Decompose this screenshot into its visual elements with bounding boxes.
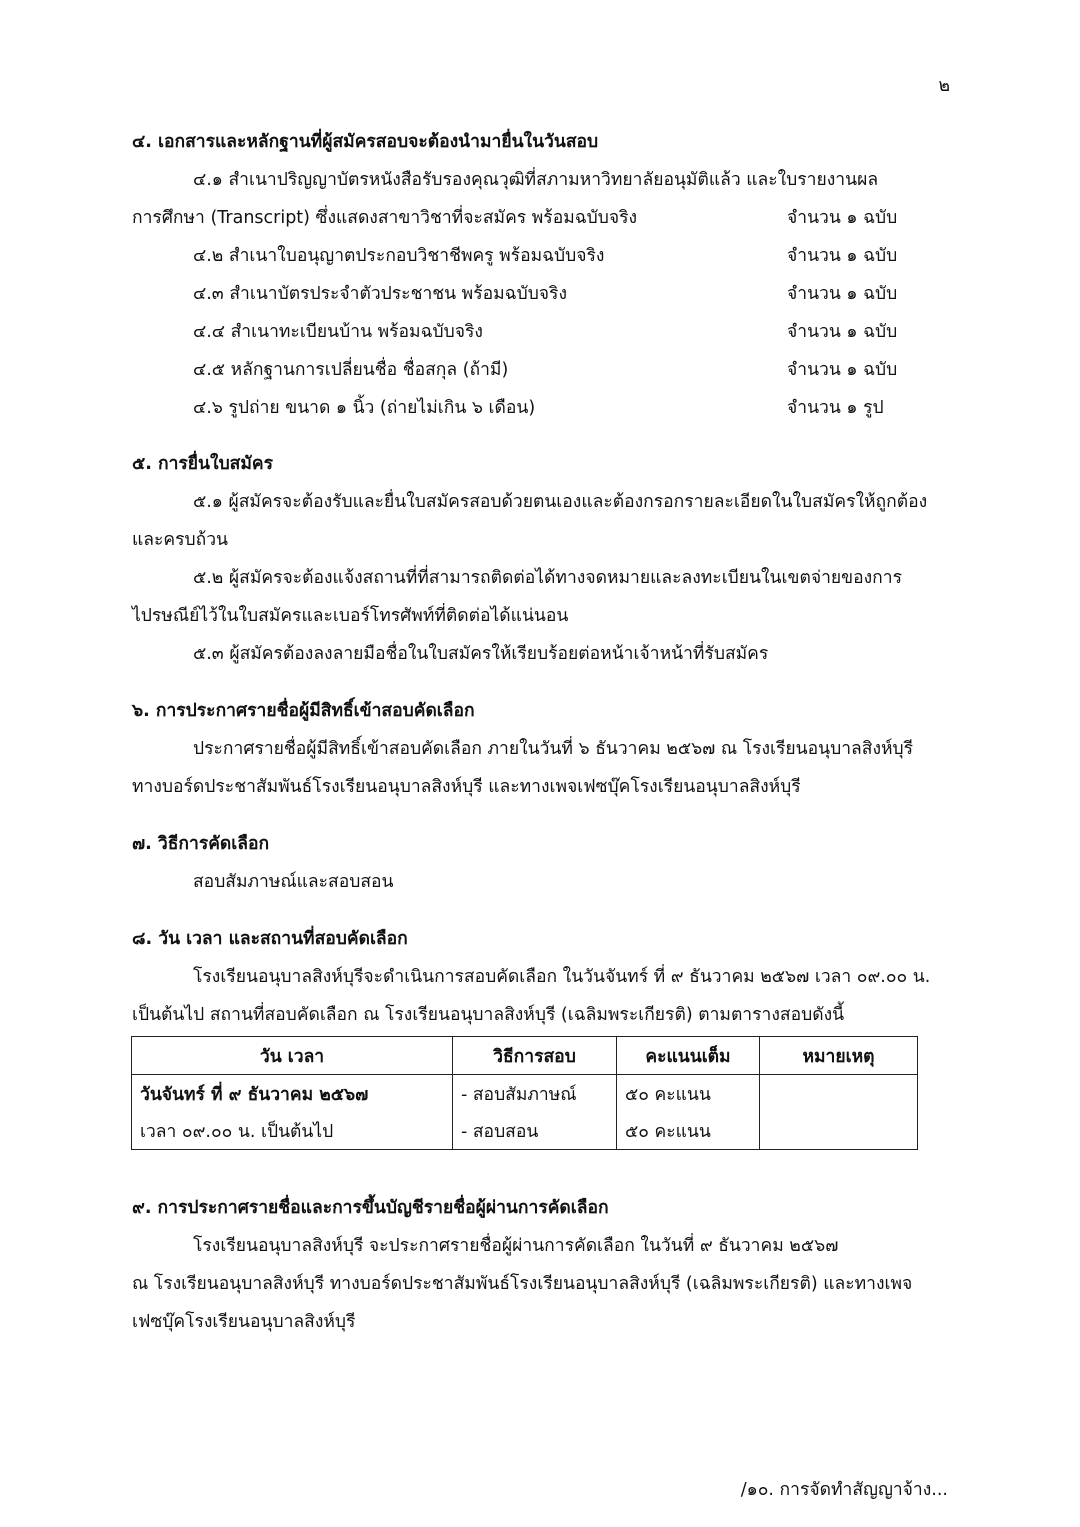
section4-item1-qty: จำนวน ๑ ฉบับ bbox=[787, 208, 898, 228]
table-header-cell: คะแนนเต็ม bbox=[617, 1037, 760, 1075]
table-header-row bbox=[132, 1037, 918, 1075]
page-number: ๒ bbox=[938, 76, 950, 96]
section4-item-qty: จำนวน ๑ ฉบับ bbox=[787, 284, 898, 304]
table-cell: ๕๐ คะแนน bbox=[617, 1112, 760, 1150]
section4-item1-line1: ๔.๑ สำเนาปริญญาบัตรหนังสือรับรองคุณวุฒิที่สภามหาวิทยาลัยอนุมัติแล้ว และใบรายงานผล bbox=[193, 170, 879, 190]
section7-heading: ๗. วิธีการคัดเลือก bbox=[132, 834, 270, 854]
section4-item-qty: จำนวน ๑ ฉบับ bbox=[787, 246, 898, 266]
section9-heading: ๙. การประกาศรายชื่อและการขึ้นบัญชีรายชื่อผู้ผ่านการคัดเลือก bbox=[132, 1198, 609, 1218]
section5-p1-line1: ๕.๑ ผู้สมัครจะต้องรับและยื่นใบสมัครสอบด้วยตนเองและต้องกรอกรายละเอียดในใบสมัครให้ถูกต้อง bbox=[193, 492, 928, 512]
section4-item-qty: จำนวน ๑ ฉบับ bbox=[787, 360, 898, 380]
table-header-cell: วัน เวลา bbox=[132, 1037, 453, 1075]
section5-p3: ๕.๓ ผู้สมัครต้องลงลายมือชื่อในใบสมัครให้เรียบร้อยต่อหน้าเจ้าหน้าที่รับสมัคร bbox=[193, 644, 769, 664]
table-cell bbox=[760, 1112, 918, 1150]
section5-p2-line1: ๕.๒ ผู้สมัครจะต้องแจ้งสถานที่ที่สามารถติดต่อได้ทางจดหมายและลงทะเบียนในเขตจ่ายของการ bbox=[193, 568, 902, 588]
section4-item-text: ๔.๒ สำเนาใบอนุญาตประกอบวิชาชีพครู พร้อมฉบับจริง bbox=[193, 246, 605, 266]
section4-item-text: ๔.๖ รูปถ่าย ขนาด ๑ นิ้ว (ถ่ายไม่เกิน ๖ เดือน) bbox=[193, 398, 536, 418]
section4-heading: ๔. เอกสารและหลักฐานที่ผู้สมัครสอบจะต้องนำมายื่นในวันสอบ bbox=[132, 132, 599, 152]
table-cell bbox=[760, 1075, 918, 1113]
section5-p1-line2: และครบถ้วน bbox=[132, 530, 229, 550]
section6-line2: ทางบอร์ดประชาสัมพันธ์โรงเรียนอนุบาลสิงห์บุรี และทางเพจเฟซบุ๊คโรงเรียนอนุบาลสิงห์บุรี bbox=[132, 777, 801, 797]
section7-line1: สอบสัมภาษณ์และสอบสอน bbox=[193, 872, 394, 892]
table-cell: ๕๐ คะแนน bbox=[617, 1075, 760, 1113]
table-row bbox=[132, 1075, 918, 1113]
exam-schedule-table bbox=[131, 1036, 918, 1150]
section4-item-qty: จำนวน ๑ รูป bbox=[787, 398, 884, 418]
section8-line2: เป็นต้นไป สถานที่สอบคัดเลือก ณ โรงเรียนอนุบาลสิงห์บุรี (เฉลิมพระเกียรติ) ตามตารางสอบดังนี้ bbox=[132, 1005, 845, 1025]
section9-line2: ณ โรงเรียนอนุบาลสิงห์บุรี ทางบอร์ดประชาสัมพันธ์โรงเรียนอนุบาลสิงห์บุรี (เฉลิมพระเกียรติ) และทางเพจ bbox=[132, 1274, 913, 1294]
section5-p2-line2: ไปรษณีย์ไว้ในใบสมัครและเบอร์โทรศัพท์ที่ติดต่อได้แน่นอน bbox=[132, 606, 569, 626]
section4-item-text: ๔.๔ สำเนาทะเบียนบ้าน พร้อมฉบับจริง bbox=[193, 322, 483, 342]
continuation-footer: /๑๐. การจัดทำสัญญาจ้าง... bbox=[740, 1480, 948, 1500]
section6-line1: ประกาศรายชื่อผู้มีสิทธิ์เข้าสอบคัดเลือก ภายในวันที่ ๖ ธันวาคม ๒๕๖๗ ณ โรงเรียนอนุบาลสิงห์บุรี bbox=[193, 739, 914, 759]
section9-line3: เฟซบุ๊คโรงเรียนอนุบาลสิงห์บุรี bbox=[132, 1312, 356, 1332]
section5-heading: ๕. การยื่นใบสมัคร bbox=[132, 454, 273, 474]
section6-heading: ๖. การประกาศรายชื่อผู้มีสิทธิ์เข้าสอบคัดเลือก bbox=[132, 701, 475, 721]
table-header-cell: วิธีการสอบ bbox=[453, 1037, 617, 1075]
table-cell: - สอบสัมภาษณ์ bbox=[453, 1075, 617, 1113]
table-row bbox=[132, 1112, 918, 1150]
section4-item-qty: จำนวน ๑ ฉบับ bbox=[787, 322, 898, 342]
section8-heading: ๘. วัน เวลา และสถานที่สอบคัดเลือก bbox=[132, 929, 408, 949]
table-cell: วันจันทร์ ที่ ๙ ธันวาคม ๒๕๖๗ bbox=[132, 1075, 453, 1113]
section4-item1-line2: การศึกษา (Transcript) ซึ่งแสดงสาขาวิชาที่จะสมัคร พร้อมฉบับจริง bbox=[132, 208, 638, 228]
section4-item-text: ๔.๕ หลักฐานการเปลี่ยนชื่อ ชื่อสกุล (ถ้ามี) bbox=[193, 360, 509, 380]
section9-line1: โรงเรียนอนุบาลสิงห์บุรี จะประกาศรายชื่อผู้ผ่านการคัดเลือก ในวันที่ ๙ ธันวาคม ๒๕๖๗ bbox=[193, 1236, 839, 1256]
section8-line1: โรงเรียนอนุบาลสิงห์บุรีจะดำเนินการสอบคัดเลือก ในวันจันทร์ ที่ ๙ ธันวาคม ๒๕๖๗ เวลา ๐๙.๐๐ น. bbox=[193, 967, 931, 987]
table-cell: - สอบสอน bbox=[453, 1112, 617, 1150]
table-header-cell: หมายเหตุ bbox=[760, 1037, 918, 1075]
table-cell: เวลา ๐๙.๐๐ น. เป็นต้นไป bbox=[132, 1112, 453, 1150]
section4-item-text: ๔.๓ สำเนาบัตรประจำตัวประชาชน พร้อมฉบับจริง bbox=[193, 284, 567, 304]
